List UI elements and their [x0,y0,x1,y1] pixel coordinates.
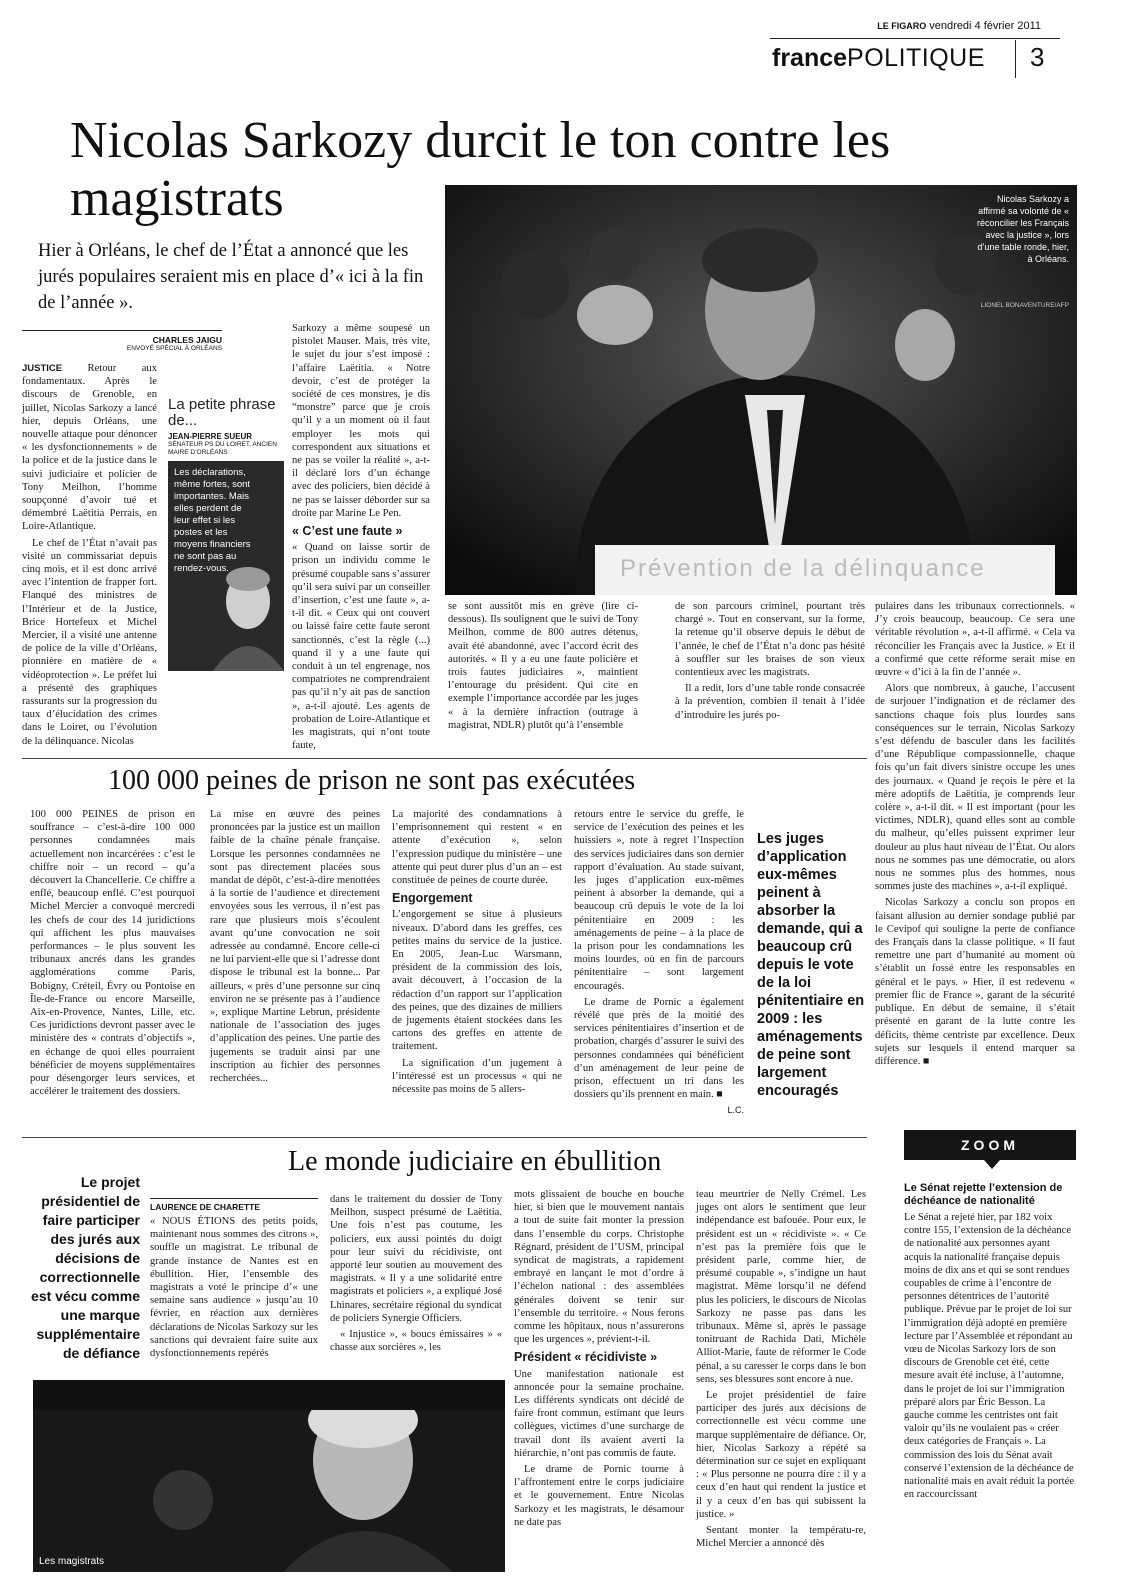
section-label [772,44,985,73]
zoom-header [904,1130,1076,1160]
issue-date: vendredi 4 février 2011 [929,20,1041,32]
sidebar-name: JEAN-PIERRE SUEUR [168,432,253,441]
second-col1-para: 100 000 PEINES de prison en souffrance – c’est-à-dire 100 000 personnes condamnées mais actuellement non incarcérées : c’est le chiffre noir – un record – qu’a découvert la Chancellerie. Ce chiffre a enflé, beaucoup enflé. C’est pourquoi Michel Mercier a convoqué mercredi les chefs de cour des 14 juridictions qui affichent les plus mauvaises performances – le plus souvent les tribunaux ancrés dans les grandes agglomérations comme Paris, Bobigny, Créteil, Évry ou Pontoise en Île-de-France ou encore Marseille, Aix-en-Provence, Nantes, Lille, etc. Ces juridictions devront passer avec le ministère des « contrats d’objectifs », en échange de quoi elles pourraient bénéficier de moyens supplémentaires pour désengorger leurs services, et accélérer le traitement des dossiers. [30,809,195,1098]
third-col2-para2: « Injustice », « boucs émissaires » « chasse aux sorcières », les [330,1329,502,1354]
third-col-2 [330,1193,502,1357]
magistrats-image [33,1380,505,1572]
third-col4-para3: Sentant monter la températu-re, Michel Mercier a annoncé dès [696,1525,866,1550]
section-rule [770,38,1060,39]
third-col3-subhead: Président « récidiviste » [514,1350,658,1365]
zoom-label: ZOOM [961,1137,1019,1153]
third-byline [150,1198,318,1212]
zoom-title: Le Sénat rejette l’extension de déchéance de nationalité [904,1182,1063,1207]
second-signature: L.C. [727,1105,744,1116]
zoom-box [904,1130,1076,1586]
second-col3-subhead: Engorgement [392,891,473,906]
third-col3-para1: mots glissaient de bouche en bouche hier, si bien que le mouvement nantais a tout de suite fait monter la pression dans l’ensemble du corps. Christophe Régnard, président de l’USM, principal syndicat de magistrats, a rapidement embrayé en lançant le mot d’ordre à l’échelon national : des assemblées générales doivent se tenir sur l’ensemble du territoire. « Nous ferons comme les hôpitaux, nous n’assurerons que les urgences », prévient-t-il. [514,1189,684,1346]
main-col1-para1: Retour aux fondamentaux. Après le discours de Grenoble, en juillet, Nicolas Sarkozy a lancé hier, depuis Orléans, une nouvelle attaque pour dénoncer « les dysfonctionnements » de la police et de la justice dans le suivi judiciaire et policier de Tony Meilhon, l’homme soupçonné d’avoir tué et démembré Laëtitia Perrais, en Loire-Atlantique. [22,363,157,533]
third-byline-rule [150,1198,318,1199]
sidebar-quote [168,397,284,680]
main-col-1-text [22,362,157,751]
third-col-3 [514,1188,684,1532]
zoom-body: Le Sénat a rejeté hier, par 182 voix contre 155, l’extension de la déchéance de nationalité aux personnes ayant acquis la nationalité française depuis moins de dix ans et qui se sont rendues coupables de crime à l’encontre de personnes détentrices de l’autorité publique. Prévue par le projet de loi sur l’immigration déjà adopté en première lecture par l’Assemblée et répondant au vœu de Nicolas Sarkozy lors de son discours de Grenoble cet été, cette mesure avait été incluse, à l’automne, dans le projet de loi sur l’immigration préparé alors par Éric Besson. La gauche comme les centristes ont fait valoir qu’ils ne voulaient pas « créer deux catégories de Français ». La commission des lois du Sénat avait conservé l’extension de la déchéance de nationalité mais en avait réduit la portée en raccourcissant [904,1212,1075,1501]
main-photo [445,185,1077,595]
section-bold: france [772,44,848,72]
third-col-4 [696,1188,866,1553]
second-col4-para1: retours entre le service du greffe, le service de l’exécution des peines et les huissiers », note à regret l’Inspection des services judiciaires dans son dernier rapport d’évaluation. Au stade suivant, les juges d’application eux-mêmes peinent à absorber la demande, qui a beaucoup crû depuis le vote de la loi pénitentiaire en 2009 : les aménagements de peine – à la place de la prison pour les condamnations les moins lourdes, où en fin de parcours pénitentiaire – sont largement encouragés. [574,809,744,992]
third-col4-para1: teau meurtrier de Nelly Crémel. Les juges ont alors le sentiment que leur indépendance est bafouée. Pour eux, le président est un « récidiviste ». « Ce n’est pas la première fois que le président parle, comme hier, de présumé coupable », s’indigne un haut magistrat. Même lorsqu’il ne défend plus les policiers, le discours de Nicolas Sarkozy ne passe pas dans les tribunaux. Même si, après le passage tonitruant de Rachida Dati, Michèle Alliot-Marie, faute de réformer le Code pénal, a su caresser le corps dans le bon sens, ses blessures sont encore à nue. [696,1189,866,1385]
sidebar-title: La petite phrase de... [168,396,276,429]
third-col2-para1: dans le traitement du dossier de Tony Meilhon, suspect présumé de Laëtitia. Une fois n’est pas coutume, les policiers, eux aussi pointés du doigt pour leur suivi du récidiviste, ont apporté leur soutien au mouvement des magistrats. « Il y a une solidarité entre magistrats et policiers », a expliqué José Lhinares, secrétaire régional du syndicat de policiers Synergie Officiers. [330,1194,502,1324]
second-col-3 [392,808,562,1099]
photo-credit: LIONEL BONAVENTURE/AFP [980,302,1069,309]
third-col1-para: « NOUS ÉTIONS des petits poids, maintenant nous sommes des citrons », souffle un magistrat. Le tribunal de grande instance de Nantes est en ébullition. Hier, l’ensemble des magistrats a voté le principe d’« une semaine sans audience » jusqu’au 10 février, en réaction aux dernières déclarations de Nicolas Sarkozy sur les sanctions qui devraient faire suite aux dysfonctionnements repérés [150,1216,318,1360]
third-pull-quote: Le projet présidentiel de faire participer des jurés aux décisions de correctionnelle est vécu comme une marque supplémentaire de défiance [31,1174,140,1361]
second-col3-para2: L’engorgement se situe à plusieurs niveaux. D’abord dans les greffes, ces petites mains du service de la justice. En 2005, Jean-Luc Warsmann, président de la commission des lois, avait découvert, à l’occasion de la rédaction d’un rapport sur l’application des peines, que des dizaines de milliers de jugements étaient stockées dans les cartons des greffes en attente de traitement. [392,909,562,1053]
main-col2-para1: Sarkozy a même soupesé un pistolet Mauser. Mais, très vite, le sujet du jour s’est imposé : l’affaire Laëtitia. « Notre devoir, c’est de protéger la société de ces monstres, je dis “monstre” parce que je crois qu’il y a un moment où il faut employer les mots qui correspondent aux situations et ne pas se voiler la réalité », a-t-il déclaré lors d’un échange avec des policiers, bien décidé à ne pas se laisser déborder sur sa droite par Marine Le Pen. [292,323,430,519]
third-col3-para3: Le drame de Pornic tourne à l’affrontement entre le corps judiciaire et le gouvernement. Entre Nicolas Sarkozy et les magistrats, le désamour ne date pas [514,1464,684,1528]
main-col4-para2: Il a redit, lors d’une table ronde consacrée à la prévention, combien il tenait à l’idée d’introduire les jurés po- [675,683,865,721]
main-col5-para1: pulaires dans les tribunaux correctionnels. « J’y crois beaucoup, beaucoup. Ce sera une véritable révolution », a-t-il affirmé. « Cela va réconcilier les Français avec la Justice. » Et il a confirmé que cette réforme serait mise en œuvre « d’ici à la fin de l’année ». [875,601,1075,679]
sidebar-quote-text: Les déclarations, même fortes, sont importantes. Mais elles perdent de leur effet si les postes et les moyens financiers ne sont pas au rendez-vous. [174,467,251,574]
second-col4-para2: Le drame de Pornic a également révélé que près de la moitié des services pénitentiaires d’insertion et de probation, chargés d’assurer le suivi des personnes condamnées qui bénéficient d’un aménagement de leur peine de prison, effectuent un tri dans les dossiers qu’ils prennent en main. ■ [574,996,744,1101]
second-col-1 [30,808,195,1101]
sidebar-role: SÉNATEUR PS DU LOIRET, ANCIEN MAIRE D’ORLÉANS [168,441,277,456]
section-divider [1015,40,1016,78]
third-top-rule [22,1137,867,1138]
magistrats-caption: Les magistrats [39,1556,105,1567]
date-line [877,20,1041,32]
main-col1-para2: Le chef de l’État n’avait pas visité un commissariat depuis cinq mois, et il est donc arrivé avec l’intention de frapper fort. Flanqué des ministres de l’Intérieur et de la Justice, Brice Hortefeux et Michel Mercier, il a visité une antenne de police de la ville d’Orléans, pionnière en matière de « vidéoprotection ». Le préfet lui a présenté des graphiques rassurants sur la progression du taux d’élucidation des crimes dans le Loiret, ou l’évolution de la délinquance. Nicolas [22,537,157,747]
magistrats-photo [33,1380,505,1572]
photo-caption: Nicolas Sarkozy a affirmé sa volonté de « réconcilier les Français avec la justice », lors d’une table ronde, hier, à Orléans. [976,194,1069,264]
main-col-5 [875,600,1075,1071]
byline-rule [22,330,222,331]
main-col-3 [448,600,638,735]
photo-banner: Prévention de la délinquance [620,555,986,582]
main-headline: Nicolas Sarkozy durcit le ton contre les magistrats [70,112,891,227]
page-number: 3 [1030,42,1045,72]
main-col2-para2: « Quand on laisse sortir de prison un individu comme le présumé coupable sans s’assurer qu’il sera suivi par un conseiller d’insertion, c’est une faute », a-t-il dit. « Ceux qui ont couvert ou laissé faire cette faute seront sanctionnés, c’est la règle (...) quand il y a une faute qui conduit à un tel engrenage, nos compatriotes ne comprendraient pas qu’il n’y ait pas de sanction », a-t-il ajouté. Les agents de probation de Loire-Atlantique et les magistrats, qui n’ont toute faute, [292,542,430,752]
main-col5-para2: Alors que nombreux, à gauche, l’accusent de surjouer l’indignation et de réclamer des sanctions chaque fois plus lourdes sans conséquences sur le terrain, Nicolas Sarkozy s’est défendu de basculer dans les facilités d’une République compassionnelle, chaque fois qu’un fait divers sinistre occupe les unes des journaux. « Quand je reçois le père et la mère adoptifs de Laëtitia, je comprends leur colère », a-t-il dit. « Il est important (pour les victimes, NDLR), quand elles sont au comble du malheur, qu’elles puissent exprimer leur douleur au plus haut niveau de l’État. Ou alors nous ne sommes pas une démocratie, ou alors nous ne sommes plus des hommes, nous sommes juste des machines », a-t-il expliqué. [875,683,1075,893]
main-standfirst: Hier à Orléans, le chef de l’État a annoncé que les jurés populaires seraient mis en place d’« ici à la fin de l’année ». [38,241,424,313]
main-col3-para: se sont aussitôt mis en grève (lire ci-dessous). Ils soulignent que le suivi de Tony Meilhon, comme de 800 autres détenus, avait été abandonné, avec l’accord écrit des autorités. « Il y a eu une faute policière et trois fautes judiciaires », maintient l’entourage du président. Qui cite en exemple l’importance accordée par les juges « à la dernière infraction (outrage à magistrat, NDLR) plutôt qu’à l’ensemble [448,601,638,731]
third-author: LAURENCE DE CHARETTE [150,1202,261,1212]
main-col4-para1: de son parcours criminel, pourtant très chargé ». Tout en conservant, sur la forme, la retenue qu’il observe depuis le début de l’année, le chef de l’État n’a donc pas hésité à souffler sur les braises de son vieux contentieux avec les magistrats. [675,601,865,679]
second-col2-para: La mise en œuvre des peines prononcées par la justice est un maillon faible de la chaîne pénale française. Lorsque les personnes condamnées ne sont pas directement placées sous mandat de dépôt, c’est-à-dire menottées à la sortie de l’audience et directement envoyées sous les verrous, il n’est pas rare que plusieurs mois s’écoulent avant qu’une convocation ne soit adressée au condamné. Encore celle-ci ne lui parvient-elle que si l’adresse dont dispose le tribunal est la bonne... Par ailleurs, « près d’une personne sur cinq environ ne se présente pas à l’audience », explique Martine Lebrun, présidente nationale de l’association des juges d’application des peines. Une partie des jugements se traduit ainsi par une inscription au fichier des personnes recherchées... [210,809,380,1085]
third-headline: Le monde judiciaire en ébullition [288,1146,662,1177]
main-col-2 [292,322,430,756]
third-col3-para2: Une manifestation nationale est annoncée pour la semaine prochaine. Les différents syndicats ont décidé de faire front commun, estimant que leurs collègues, victimes d’une surcharge de travail dont ils avaient averti la hiérarchie, n’ont pas commis de faute. [514,1368,684,1459]
author-name: CHARLES JAIGU [152,335,222,345]
main-col2-subhead: « C’est une faute » [292,524,403,539]
author-role: ENVOYÉ SPÉCIAL À ORLÉANS [126,345,222,352]
masthead [0,0,1121,110]
kicker: JUSTICE [22,363,63,374]
second-top-rule [22,758,867,759]
second-headline: 100 000 peines de prison ne sont pas exécutées [108,765,636,796]
zoom-pointer [984,1160,1000,1169]
section-light: POLITIQUE [847,44,985,72]
main-col5-para3: Nicolas Sarkozy a conclu son propos en faisant allusion au dernier sondage publié par le Cevipof qui souligne la perte de confiance des Français dans la classe politique. « Il faut remettre une part d’humanité au moment où s’établit un fossé entre les responsables en général et le pays. » Hier, il est redevenu « premier flic de France », garant de la sécurité publique. En début de semaine, il s’était présenté en garant de la lutte contre les déficits, thème centriste par excellence. Deux sujets sur lesquels il entend marquer sa différence. ■ [875,897,1075,1067]
byline [22,335,222,360]
second-col-4 [574,808,744,1118]
second-col3-para1: La majorité des condamnations à l’emprisonnement qui restent « en attente d’exécution », selon l’expression pudique du ministère – une attente qui peut durer plus d’un an – est constituée de peines de courte durée. [392,809,562,887]
paper-name: LE FIGARO [877,21,927,31]
second-col-2 [210,808,380,1088]
second-col3-para3: La signification d’un jugement à l’intéressé est un processus « qui ne nécessite pas moins de 5 allers- [392,1057,562,1096]
third-col-1 [150,1215,318,1363]
third-col4-para2: Le projet présidentiel de faire participer des jurés aux décisions de correctionnelle est vécu comme une marque supplémentaire de défiance. Or, hier, Nicolas Sarkozy a répété sa détermination sur ce sujet en expliquant : « Plus personne ne pourra dire : il y a ceux d’en haut qui rendent la justice et il y a ceux d’en bas qui subissent la justice. » [696,1390,866,1520]
main-col-4 [675,600,865,725]
sidebar-quote-box [168,461,284,671]
second-pull-quote: Les juges d’application eux-mêmes peinent à absorber la demande, qui a beaucoup crû depuis le vote de la loi pénitentiaire en 2009 : les aménagements de peine sont largement encouragés [757,831,865,1099]
